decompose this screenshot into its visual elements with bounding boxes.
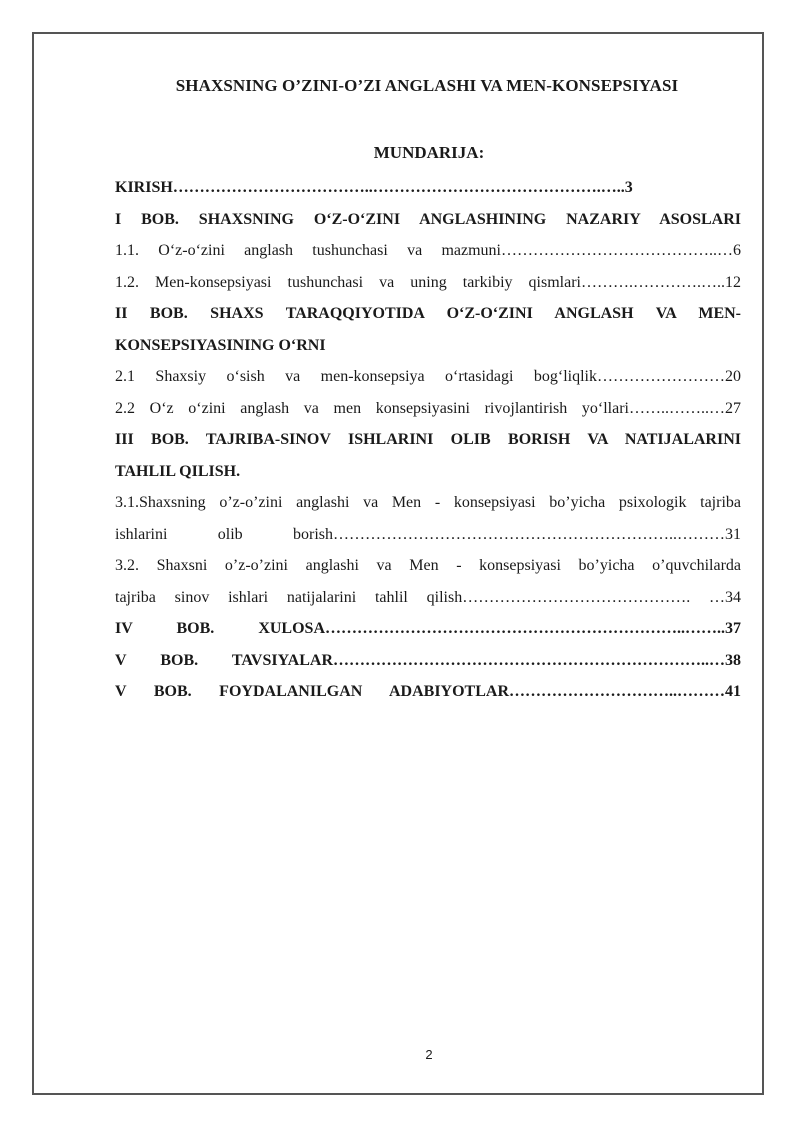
toc-entry-1-2: 1.2. Men-konsepsiyasi tushunchasi va uning tarkibiy qismlari……….………….…..12 <box>115 273 741 291</box>
toc-entry-1-1: 1.1. O‘z-o‘zini anglash tushunchasi va mazmuni…………………………………..…6 <box>115 242 741 259</box>
toc-entry-2-2: 2.2 O‘z o‘zini anglash va men konsepsiyasini rivojlantirish yo‘llari……..……..…27 <box>115 399 741 417</box>
toc-entry-chapter-2-line-2: KONSEPSIYASINING O‘RNI <box>115 336 326 354</box>
toc-heading: MUNDARIJA: <box>373 143 485 162</box>
page-number: 2 <box>425 1047 433 1062</box>
toc-entry-chapter-3-line-1: III BOB. TAJRIBA-SINOV ISHLARINI OLIB BORISH VA NATIJALARINI <box>115 431 741 448</box>
toc-entry-chapter-2-line-1: II BOB. SHAXS TARAQQIYOTIDA O‘Z-O‘ZINI ANGLASH VA MEN- <box>115 305 741 322</box>
toc-entry-3-2-line-2: tajriba sinov ishlari natijalarini tahlil qilish……………………………………. …34 <box>115 588 741 606</box>
toc-entry-3-2-line-1: 3.2. Shaxsni o’z-o’zini anglashi va Men - konsepsiyasi bo’yicha o’quvchilarda <box>115 557 741 574</box>
toc-entry-2-1: 2.1 Shaxsiy o‘sish va men-konsepsiya o‘rtasidagi bog‘liqlik……………………20 <box>115 368 741 385</box>
toc-entry-chapter-1: I BOB. SHAXSNING O‘Z-O‘ZINI ANGLASHINING NAZARIY ASOSLARI <box>115 210 741 228</box>
table-of-contents <box>115 172 741 708</box>
toc-entry-references: V BOB. FOYDALANILGAN ADABIYOTLAR…………………………..………41 <box>115 683 741 700</box>
toc-entry-chapter-4: IV BOB. XULOSA…………………………………………………………..……..37 <box>115 620 741 637</box>
toc-entry-chapter-5: V BOB. TAVSIYALAR……………………………………………………………..…38 <box>115 651 741 669</box>
toc-entry-3-1-line-2: ishlarini olib borish………………………………………………………..………31 <box>115 525 741 543</box>
toc-entry-kirish: KIRISH………………………………..…………………………………….…..3 <box>115 179 633 196</box>
toc-entry-chapter-3-line-2: TAHLIL QILISH. <box>115 462 241 480</box>
document-title: SHAXSNING O’ZINI-O’ZI ANGLASHI VA MEN-KONSEPSIYASI <box>175 76 679 95</box>
toc-entry-3-1-line-1: 3.1.Shaxsning o’z-o’zini anglashi va Men - konsepsiyasi bo’yicha psixologik tajriba <box>115 494 741 511</box>
